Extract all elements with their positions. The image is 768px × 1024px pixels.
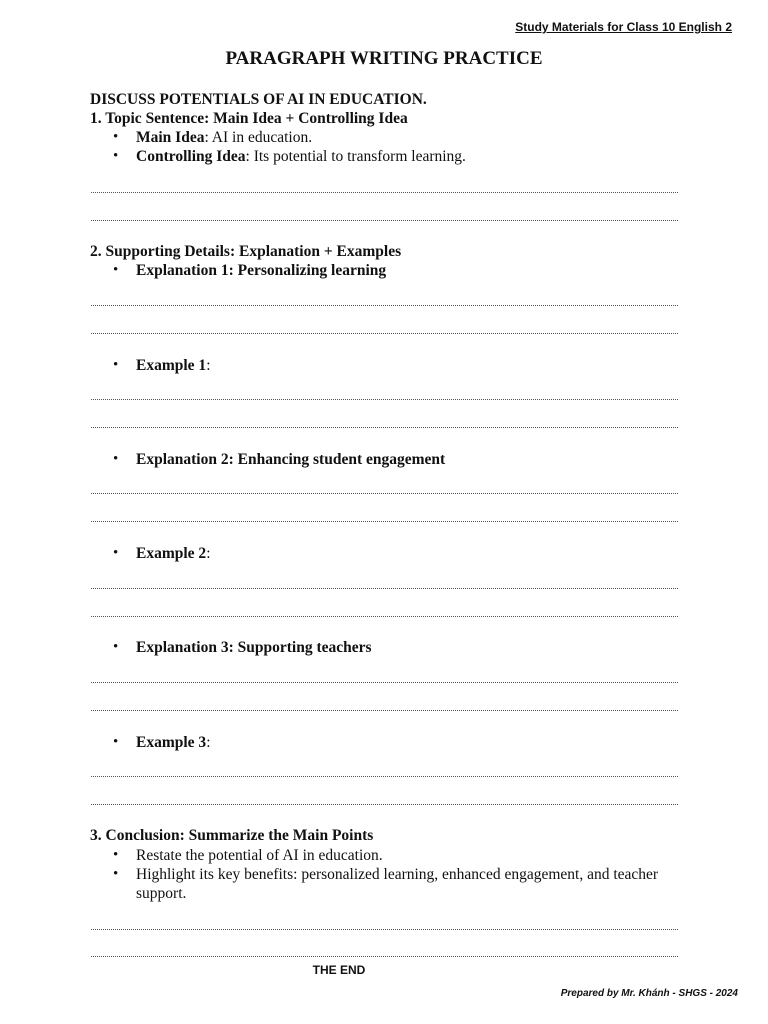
controlling-idea-label: Controlling Idea	[136, 148, 246, 165]
bullet-icon: •	[113, 734, 119, 750]
writing-line[interactable]	[91, 333, 678, 334]
section2-heading: 2. Supporting Details: Explanation + Examples	[90, 243, 402, 260]
example-1: Example 1	[136, 357, 207, 374]
example-2: Example 2	[136, 545, 207, 562]
writing-line[interactable]	[91, 192, 678, 193]
list-item	[113, 451, 445, 469]
example-3: Example 3	[136, 734, 207, 751]
prompt: DISCUSS POTENTIALS OF AI IN EDUCATION.	[90, 91, 427, 108]
colon: :	[206, 545, 211, 562]
list-item	[113, 639, 372, 657]
bullet-icon: •	[113, 866, 119, 882]
list-item	[113, 148, 466, 166]
explanation-3: Explanation 3: Supporting teachers	[136, 639, 372, 656]
footer-credit: Prepared by Mr. Khánh - SHGS - 2024	[560, 988, 738, 999]
main-idea-text: : AI in education.	[204, 129, 313, 146]
conclusion-bullet-1: Restate the potential of AI in education.	[136, 847, 383, 864]
bullet-icon: •	[113, 129, 119, 145]
list-item	[113, 357, 211, 375]
writing-line[interactable]	[91, 710, 678, 711]
page-title: PARAGRAPH WRITING PRACTICE	[225, 48, 543, 69]
conclusion-bullet-2-line-2: support.	[136, 885, 187, 902]
writing-line[interactable]	[91, 776, 678, 777]
writing-line[interactable]	[91, 682, 678, 683]
explanation-1: Explanation 1: Personalizing learning	[136, 262, 387, 279]
section3-heading: 3. Conclusion: Summarize the Main Points	[90, 827, 374, 844]
list-item	[113, 545, 211, 563]
end-label: THE END	[312, 963, 366, 977]
explanation-2: Explanation 2: Enhancing student engagement	[136, 451, 446, 468]
list-item	[113, 847, 383, 865]
header-note: Study Materials for Class 10 English 2	[515, 20, 732, 34]
bullet-icon: •	[113, 357, 119, 373]
list-item	[113, 129, 312, 147]
conclusion-bullet-2-line-1: Highlight its key benefits: personalized learning, enhanced engagement, and teacher	[136, 866, 659, 883]
writing-line[interactable]	[91, 399, 678, 400]
writing-line[interactable]	[91, 220, 678, 221]
writing-line[interactable]	[91, 956, 678, 957]
writing-line[interactable]	[91, 588, 678, 589]
bullet-icon: •	[113, 639, 119, 655]
list-item	[113, 866, 658, 884]
list-item-continuation	[136, 885, 186, 903]
bullet-icon: •	[113, 847, 119, 863]
list-item	[113, 734, 211, 752]
controlling-idea-text: : Its potential to transform learning.	[245, 148, 466, 165]
writing-line[interactable]	[91, 616, 678, 617]
bullet-icon: •	[113, 545, 119, 561]
bullet-icon: •	[113, 262, 119, 278]
writing-line[interactable]	[91, 427, 678, 428]
writing-line[interactable]	[91, 521, 678, 522]
main-idea-label: Main Idea	[136, 129, 205, 146]
writing-line[interactable]	[91, 929, 678, 930]
writing-line[interactable]	[91, 305, 678, 306]
section1-heading: 1. Topic Sentence: Main Idea + Controlling Idea	[90, 110, 408, 127]
bullet-icon: •	[113, 148, 119, 164]
colon: :	[206, 357, 211, 374]
writing-line[interactable]	[91, 804, 678, 805]
writing-line[interactable]	[91, 493, 678, 494]
bullet-icon: •	[113, 451, 119, 467]
list-item	[113, 262, 386, 280]
colon: :	[206, 734, 211, 751]
